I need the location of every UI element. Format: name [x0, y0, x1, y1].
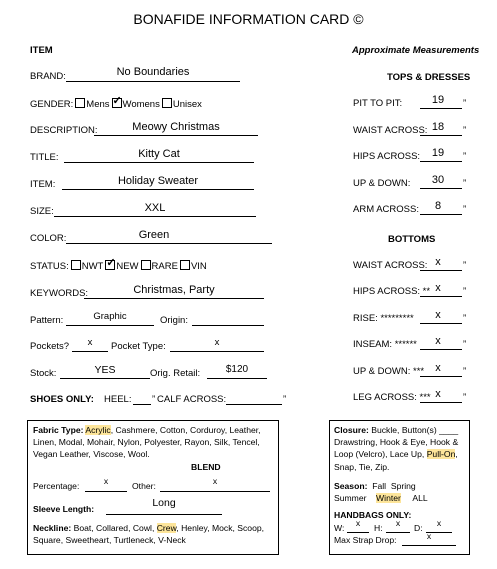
status-label: STATUS: [30, 261, 69, 272]
bottoms-row-unit-5: ” [463, 392, 467, 403]
h-field[interactable]: x [395, 518, 401, 528]
brand-field[interactable]: No Boundaries [116, 66, 190, 78]
bottoms-row-label-3: INSEAM: ****** [353, 339, 417, 351]
calf-unit: ” [283, 394, 287, 405]
tops-row-field-0[interactable]: 19 [431, 94, 445, 106]
gender-unisex-checkbox[interactable] [162, 98, 172, 108]
closure-box [329, 420, 470, 555]
bottoms-row-label-5: LEG ACROSS: *** [353, 392, 431, 403]
origin-label: Origin: [160, 315, 188, 326]
status-row [30, 260, 207, 272]
gender-womens-checkbox[interactable] [112, 98, 122, 108]
season-winter-highlight: Winter [376, 493, 401, 503]
w-label: W: [334, 523, 345, 533]
tops-row-field-4[interactable]: 8 [434, 200, 442, 212]
bottoms-row-field-4[interactable]: x [435, 361, 441, 374]
w-field[interactable]: x [355, 518, 361, 528]
d-label: D: [414, 523, 423, 533]
closure-options-b: , Snap, Tie, Zip. [334, 449, 458, 472]
title-label: TITLE: [30, 152, 59, 163]
heel-unit: ” [152, 394, 156, 405]
gender-mens-label: Mens [86, 99, 110, 110]
tops-row-label-2: HIPS ACROSS: [353, 151, 421, 162]
card-title: BONAFIDE INFORMATION CARD © [133, 11, 364, 27]
bottoms-row-underline-1 [420, 296, 462, 297]
other-field[interactable]: x [212, 476, 218, 486]
percentage-label: Percentage: [33, 481, 80, 491]
pocket-type-label: Pocket Type: [111, 341, 166, 352]
tops-row-underline-3 [420, 188, 462, 189]
bottoms-row-unit-3: ” [463, 339, 467, 351]
pattern-field[interactable]: Graphic [93, 311, 127, 322]
bottoms-row-unit-0: ” [463, 260, 467, 271]
blend-label: BLEND [191, 462, 221, 472]
tops-row-underline-4 [420, 214, 462, 215]
keywords-field[interactable]: Christmas, Party [133, 284, 215, 296]
bottoms-row-underline-0 [420, 270, 462, 271]
tops-row-unit-4: ” [463, 204, 467, 215]
description-label: DESCRIPTION: [30, 125, 98, 136]
keywords-label: KEYWORDS: [30, 288, 89, 299]
bottoms-row-unit-1: ” [463, 286, 467, 298]
handbags-only-label: HANDBAGS ONLY: [334, 510, 412, 520]
brand-label: BRAND: [30, 71, 66, 82]
closure-options-a: Buckle, Button(s) ____ Drawstring, Hook & Eye, Hook & Loop (Velcro), Lace Up, [334, 425, 459, 460]
orig-retail-field[interactable]: $120 [225, 364, 249, 375]
gender-womens-label: Womens [122, 99, 160, 110]
max-strap-drop-label: Max Strap Drop: [334, 535, 397, 545]
tops-row-label-3: UP & DOWN: [353, 177, 411, 189]
percentage-field[interactable]: x [103, 476, 109, 486]
description-field[interactable]: Meowy Christmas [132, 121, 220, 133]
pocket-type-field[interactable]: x [214, 337, 220, 348]
bottoms-row-underline-5 [420, 402, 462, 403]
title-field[interactable]: Kitty Cat [138, 148, 180, 160]
bottoms-header: BOTTOMS [388, 234, 436, 245]
tops-row-field-3[interactable]: 30 [431, 173, 445, 186]
bottoms-row-field-1[interactable]: x [435, 282, 441, 295]
status-rare-label: RARE [151, 261, 178, 272]
tops-row-unit-3: ” [463, 177, 467, 189]
fabric-options: , Cashmere, Cotton, Corduroy, Leather, Linen, Modal, Mohair, Nylon, Polyester, Rayon, Silk, Tencel, Vegan Leather, Viscose, Wool. [33, 425, 261, 460]
other-label: Other: [132, 481, 156, 491]
status-nwt-label: NWT [81, 261, 104, 272]
bottoms-row-label-0: WAIST ACROSS: [353, 260, 428, 271]
bottoms-row-unit-4: ” [463, 365, 467, 377]
color-field[interactable]: Green [138, 229, 170, 241]
tops-header: TOPS & DRESSES [387, 72, 471, 83]
tops-row-field-1[interactable]: 18 [431, 120, 445, 133]
tops-row-unit-1: ” [463, 124, 467, 136]
max-strap-drop-field[interactable]: x [426, 531, 432, 541]
pattern-label: Pattern: [30, 315, 64, 326]
bottoms-row-underline-3 [420, 349, 462, 350]
gender-row [30, 98, 202, 110]
neckline-label: Neckline: [33, 523, 72, 533]
item-header: ITEM [30, 45, 53, 56]
tops-row-label-1: WAIST ACROSS: [353, 124, 428, 136]
item-label: ITEM: [30, 179, 56, 190]
status-nwt-checkbox[interactable] [71, 260, 81, 270]
bottoms-row-field-5[interactable]: x [435, 388, 441, 400]
heel-label: HEEL: [104, 394, 132, 405]
orig-retail-label: Orig. Retail: [150, 368, 201, 379]
closure-pull-on-highlight: Pull-On [426, 449, 456, 460]
fabric-acrylic-highlight: Acrylic [85, 425, 111, 435]
tops-row-underline-2 [420, 161, 462, 162]
neckline-crew-highlight: Crew [156, 523, 177, 533]
bottoms-row-label-2: RISE: ********* [353, 312, 414, 324]
sleeve-length-label: Sleeve Length: [33, 504, 95, 514]
status-rare-checkbox[interactable] [141, 260, 151, 270]
bottoms-row-underline-4 [420, 376, 462, 377]
bottoms-row-field-0[interactable]: x [435, 256, 441, 268]
bottoms-row-underline-2 [420, 323, 462, 324]
color-label: COLOR: [30, 233, 67, 244]
item-field[interactable]: Holiday Sweater [117, 175, 199, 187]
tops-row-field-2[interactable]: 19 [431, 147, 445, 159]
size-field[interactable]: XXL [144, 202, 166, 214]
neckline-options-a: Boat, Collared, Cowl, [71, 523, 157, 533]
neckline-options-b: , Henley, Mock, Scoop, Square, Sweetheart, Turtleneck, V-Neck [33, 523, 265, 546]
status-new-checkbox[interactable] [105, 260, 115, 270]
h-label: H: [374, 523, 383, 533]
tops-row-underline-0 [420, 108, 462, 109]
stock-field[interactable]: YES [94, 364, 116, 376]
tops-row-underline-1 [420, 135, 462, 136]
status-new-label: NEW [116, 261, 139, 272]
season-fall: Fall [372, 481, 387, 491]
measurements-header: Approximate Measurements [352, 45, 480, 56]
size-label: SIZE: [30, 206, 54, 217]
bottoms-row-label-4: UP & DOWN: *** [353, 365, 425, 377]
closure-label: Closure: [334, 425, 369, 435]
fabric-type-label: Fabric Type: [33, 425, 84, 435]
pockets-label: Pockets? [30, 341, 70, 352]
tops-row-label-4: ARM ACROSS: [353, 204, 419, 215]
shoes-only-label: SHOES ONLY: [30, 394, 94, 405]
status-vin-label: VIN [190, 261, 207, 272]
bottoms-row-field-2[interactable]: x [435, 308, 441, 321]
season-summer: Summer [334, 493, 367, 503]
sleeve-length-field[interactable]: Long [152, 497, 176, 509]
calf-across-label: CALF ACROSS: [157, 394, 227, 405]
gender-label: GENDER: [30, 99, 74, 110]
tops-row-unit-2: ” [463, 151, 467, 162]
fabric-box [27, 420, 279, 555]
bottoms-row-field-3[interactable]: x [435, 335, 441, 348]
stock-label: Stock: [30, 368, 57, 379]
season-label: Season: [334, 481, 368, 491]
status-vin-checkbox[interactable] [180, 260, 190, 270]
d-field[interactable]: x [436, 518, 442, 528]
gender-unisex-label: Unisex [172, 99, 202, 110]
gender-mens-checkbox[interactable] [75, 98, 85, 108]
season-spring: Spring [390, 481, 416, 491]
season-all: ALL [412, 493, 428, 503]
bottoms-row-unit-2: ” [463, 312, 467, 324]
bottoms-row-label-1: HIPS ACROSS: ** [353, 286, 431, 298]
pockets-field[interactable]: x [87, 337, 93, 348]
tops-row-unit-0: ” [463, 98, 467, 109]
tops-row-label-0: PIT TO PIT: [353, 98, 403, 109]
